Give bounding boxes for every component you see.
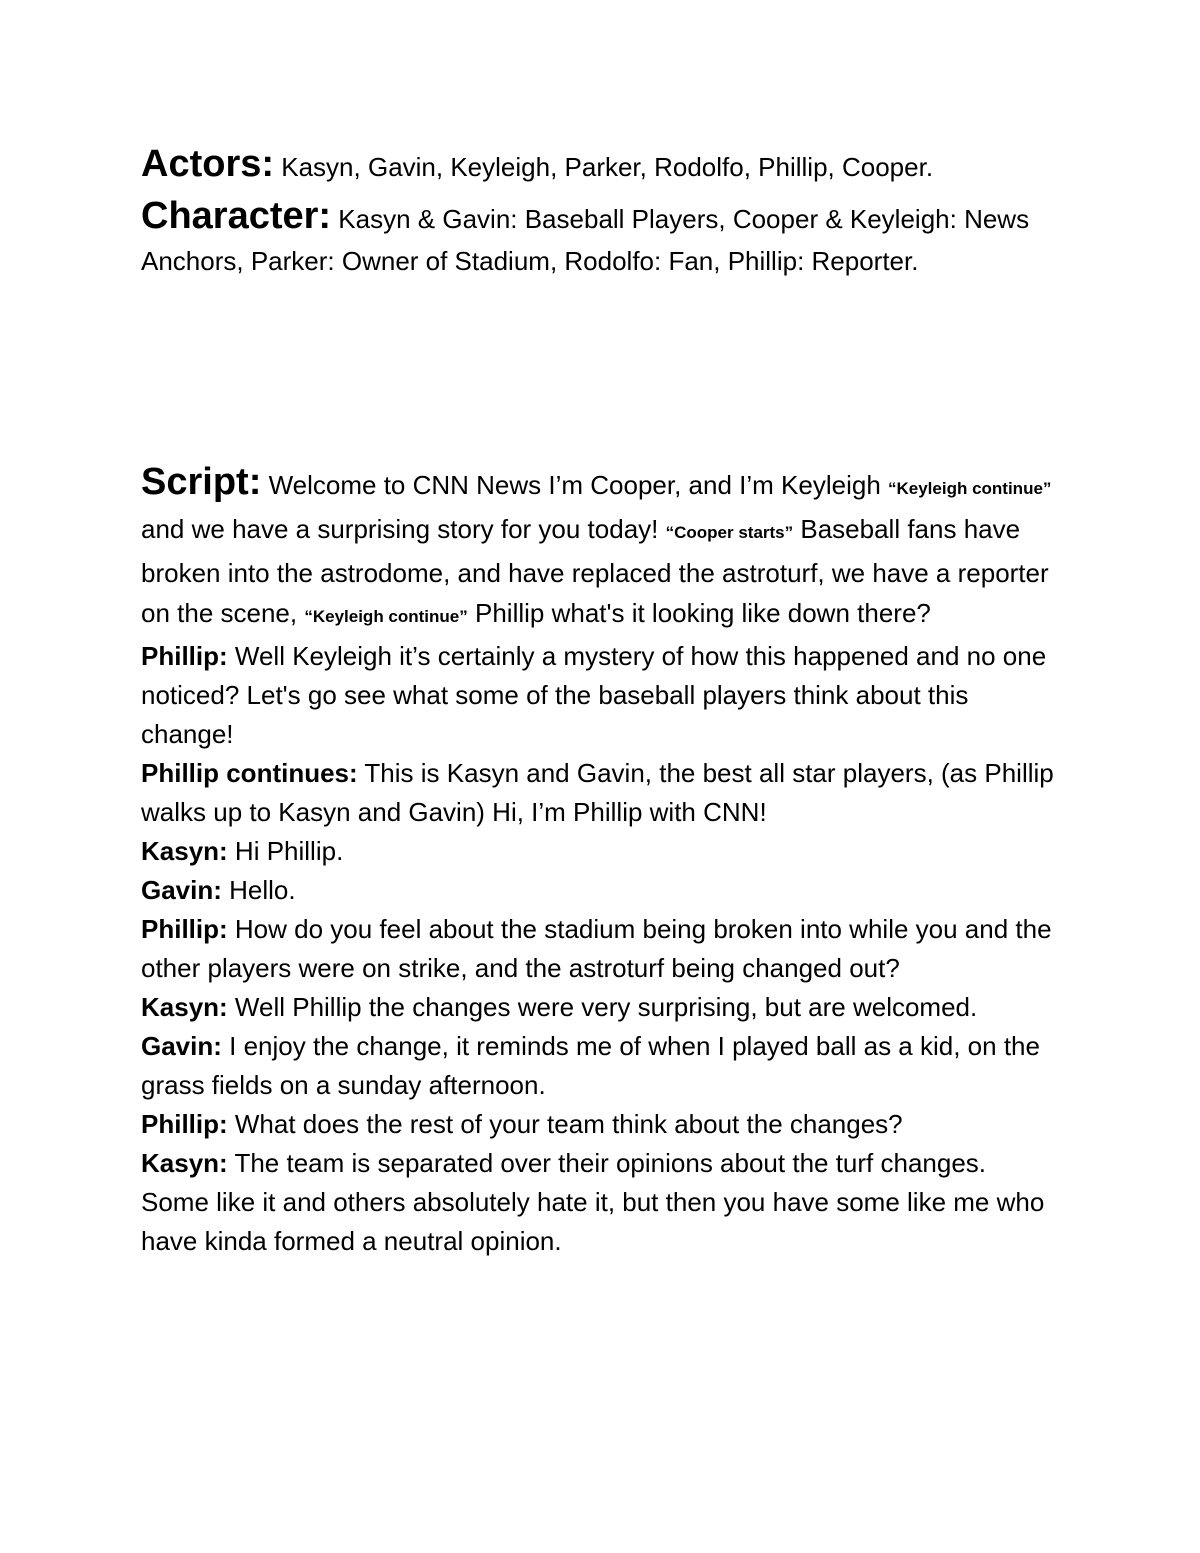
stage-cue: “Keyleigh continue”	[304, 607, 468, 626]
script-intro	[141, 462, 1061, 637]
dialogue-text: Well Phillip the changes were very surprising, but are welcomed.	[227, 992, 978, 1022]
speaker-name: Phillip:	[141, 641, 228, 671]
script-intro-text-3: Baseball fans have broken into the astrodome, and have replaced the astroturf, we have a reporter on the scene,	[141, 514, 1049, 628]
speaker-name: Phillip continues:	[141, 758, 358, 788]
dialogue-line	[141, 910, 1061, 988]
script-label: Script:	[141, 461, 262, 503]
speaker-name: Phillip:	[141, 1109, 228, 1139]
script-section	[141, 462, 1061, 1261]
dialogue-line	[141, 1105, 1061, 1144]
speaker-name: Kasyn:	[141, 836, 228, 866]
speaker-name: Gavin:	[141, 875, 222, 905]
stage-cue: “Cooper starts”	[665, 523, 794, 542]
dialogue-text: How do you feel about the stadium being broken into while you and the other players were on strike, and the astroturf being changed out?	[141, 914, 1052, 983]
dialogue-text: What does the rest of your team think about the changes?	[227, 1109, 903, 1139]
script-intro-text-1: Welcome to CNN News I’m Cooper, and I’m Keyleigh	[261, 470, 888, 500]
character-line	[141, 191, 1061, 281]
dialogue-line	[141, 1144, 1061, 1261]
actors-text: Kasyn, Gavin, Keyleigh, Parker, Rodolfo, Phillip, Cooper.	[274, 152, 934, 182]
dialogue-line	[141, 754, 1061, 832]
dialogue-text: Hi Phillip.	[227, 836, 344, 866]
character-label: Character:	[141, 195, 332, 237]
dialogue-line	[141, 871, 1061, 910]
script-intro-text-2: and we have a surprising story for you today!	[141, 514, 666, 544]
cast-section	[141, 139, 1061, 281]
speaker-name: Kasyn:	[141, 1148, 228, 1178]
dialogue-text: I enjoy the change, it reminds me of when I played ball as a kid, on the grass fields on a sunday afternoon.	[141, 1031, 1040, 1100]
dialogue-line	[141, 1027, 1061, 1105]
actors-line	[141, 139, 1061, 191]
dialogue-line	[141, 988, 1061, 1027]
speaker-name: Phillip:	[141, 914, 228, 944]
dialogue-line	[141, 832, 1061, 871]
dialogue-text: The team is separated over their opinions about the turf changes. Some like it and others absolutely hate it, but then you have some like me who have kinda formed a neutral opinion.	[141, 1148, 1045, 1256]
character-text: Kasyn & Gavin: Baseball Players, Cooper & Keyleigh: News Anchors, Parker: Owner of Stadium, Rodolfo: Fan, Phillip: Reporter.	[141, 204, 1030, 276]
actors-label: Actors:	[141, 143, 275, 185]
dialogue-text: This is Kasyn and Gavin, the best all star players, (as Phillip walks up to Kasyn and Gavin) Hi, I’m Phillip with CNN!	[141, 758, 1054, 827]
stage-cue: “Keyleigh continue”	[888, 479, 1052, 498]
dialogue-line	[141, 637, 1061, 754]
dialogue-text: Well Keyleigh it’s certainly a mystery of how this happened and no one noticed? Let's go see what some of the baseball players think about this change!	[141, 641, 1047, 749]
dialogue-text: Hello.	[221, 875, 296, 905]
speaker-name: Kasyn:	[141, 992, 228, 1022]
speaker-name: Gavin:	[141, 1031, 222, 1061]
script-intro-text-4: Phillip what's it looking like down there?	[467, 598, 931, 628]
